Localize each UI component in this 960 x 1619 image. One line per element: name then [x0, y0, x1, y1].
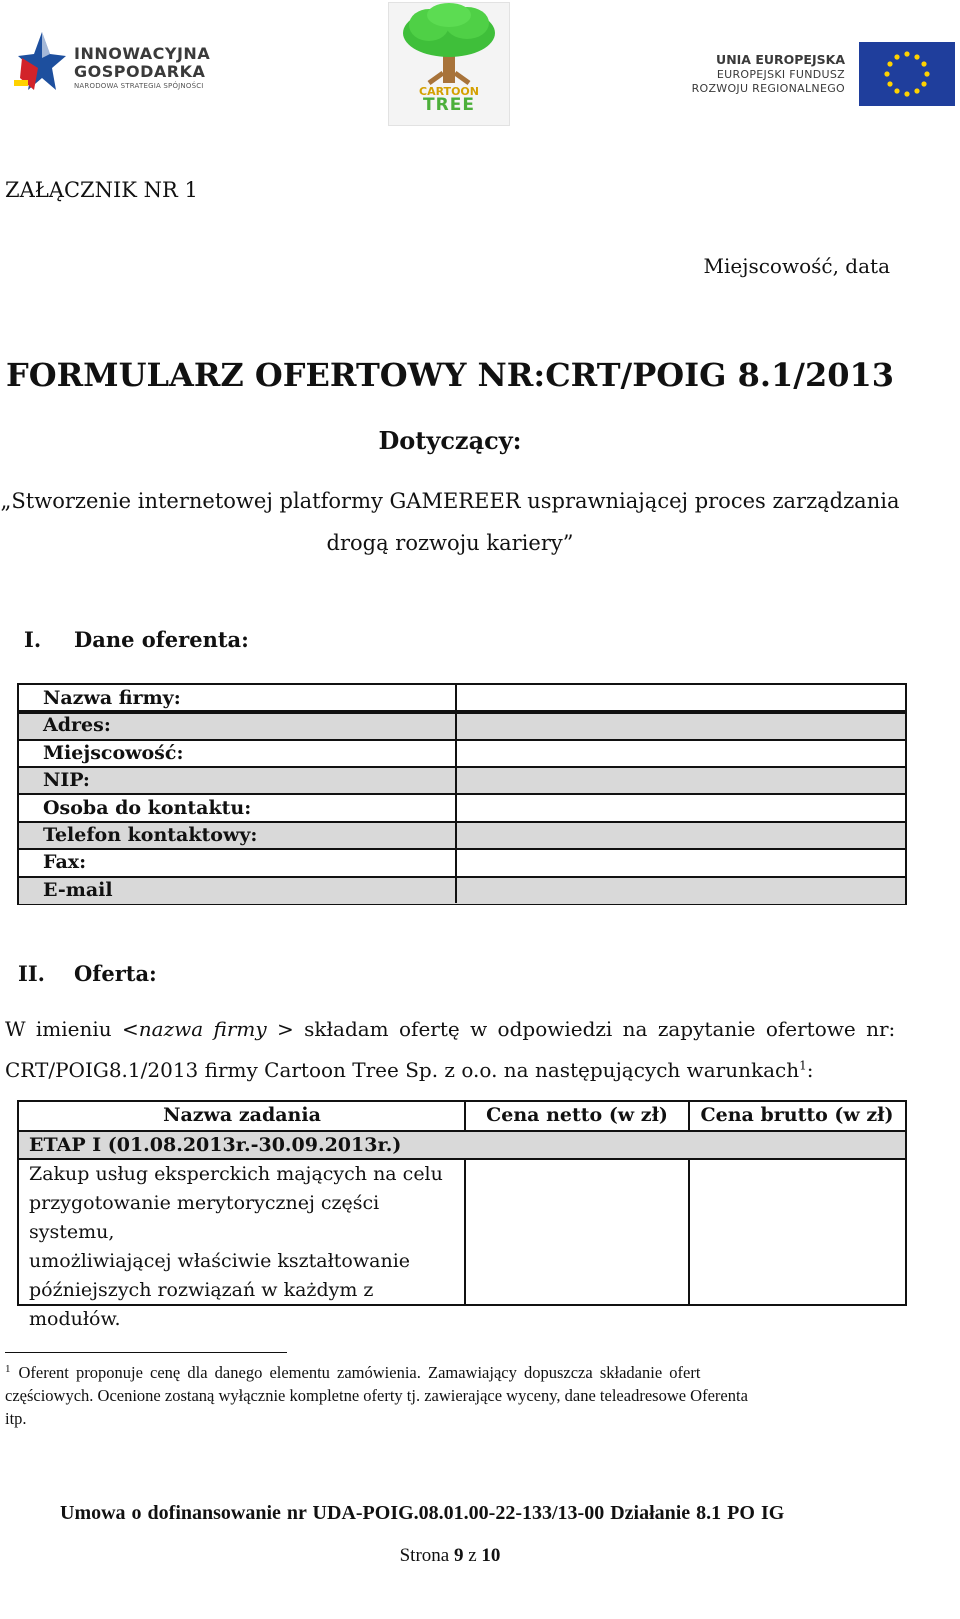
- page-word: Strona: [399, 1545, 450, 1566]
- place-date-label: Miejscowość, data: [703, 254, 890, 278]
- section1-number: I.: [24, 627, 42, 652]
- col-header-gross-price: Cena brutto (w zł): [700, 1104, 894, 1126]
- table-divider: [19, 821, 905, 823]
- footnote-separator: [5, 1352, 287, 1353]
- table-divider: [19, 1130, 905, 1132]
- page-total: 10: [481, 1545, 501, 1566]
- company-name-placeholder: nazwa firmy: [138, 1017, 267, 1041]
- section1-title: Dane oferenta:: [74, 627, 249, 652]
- task-line: umożliwiającej właściwie kształtowanie: [29, 1250, 411, 1272]
- footnote-line3: itp.: [5, 1409, 27, 1428]
- footer-agreement: Umowa o dofinansowanie nr UDA-POIG.08.01.00-22-133/13-00 Działanie 8.1 PO IG: [60, 1502, 785, 1524]
- section2-number: II.: [18, 961, 45, 986]
- table-divider: [19, 739, 905, 741]
- footnote-number: 1: [5, 1363, 11, 1375]
- ig-logo-line2: GOSPODARKA: [74, 62, 206, 81]
- tree-logo-line2: TREE: [423, 95, 475, 115]
- table-column-divider: [455, 685, 457, 903]
- col-header-task: Nazwa zadania: [163, 1104, 321, 1126]
- task-line: Zakup usług eksperckich mających na celu: [29, 1163, 443, 1185]
- page-of: z: [468, 1545, 477, 1566]
- page-current: 9: [453, 1545, 464, 1566]
- bidder-row-fax: [19, 849, 905, 876]
- annex-label: ZAŁĄCZNIK NR 1: [5, 178, 198, 202]
- eu-flag-icon: [859, 42, 955, 106]
- table-column-divider: [688, 1102, 690, 1132]
- form-title: FORMULARZ OFERTOWY NR:CRT/POIG 8.1/2013: [5, 356, 894, 394]
- bidder-row-city: [19, 740, 905, 767]
- footnote-text: Oferent proponuje cenę dla danego elementu zamówienia. Zamawiający dopuszcza składanie ofert: [18, 1363, 701, 1382]
- gross-price-cell[interactable]: [690, 1160, 905, 1304]
- bidder-row-email: [19, 877, 905, 904]
- table-divider: [19, 876, 905, 878]
- col-header-net-price: Cena netto (w zł): [486, 1104, 668, 1126]
- offer-text: :: [806, 1058, 814, 1082]
- bidder-field-label: Nazwa firmy:: [43, 687, 181, 709]
- eu-logo: [690, 40, 955, 106]
- bidder-row-address: [19, 712, 905, 739]
- cartoon-tree-logo: [388, 2, 510, 126]
- net-price-cell[interactable]: [466, 1160, 688, 1304]
- eu-logo-line3: ROZWOJU REGIONALNEGO: [691, 82, 845, 95]
- footnote-line2: częściowych. Ocenione zostaną wyłącznie kompletne oferty tj. zawierające wyceny, dane teleadresowe Oferenta: [5, 1386, 748, 1405]
- eu-logo-line1: UNIA EUROPEJSKA: [716, 52, 845, 67]
- table-divider: [19, 848, 905, 850]
- section2-title: Oferta:: [74, 961, 157, 986]
- innowacyjna-gospodarka-logo: [12, 28, 222, 96]
- tree-logo-line1: CARTOON: [419, 85, 479, 98]
- bidder-data-table: [17, 683, 907, 905]
- project-description-line2: drogą rozwoju kariery”: [326, 531, 574, 555]
- bidder-field-label: Miejscowość:: [43, 741, 184, 764]
- bidder-row-nip: [19, 767, 905, 794]
- footnote-ref: 1: [799, 1058, 807, 1073]
- offer-text: W imieniu <: [5, 1017, 139, 1041]
- offer-paragraph-line1: [5, 1017, 897, 1041]
- eu-logo-line2: EUROPEJSKI FUNDUSZ: [716, 68, 845, 81]
- bidder-field-label: Osoba do kontaktu:: [43, 796, 252, 819]
- bidder-row-contact: [19, 795, 905, 822]
- task-line: późniejszych rozwiązań w każdym z: [29, 1279, 374, 1301]
- offer-text: CRT/POIG8.1/2013 firmy Cartoon Tree Sp. z o.o. na następujących warunkach: [5, 1058, 800, 1082]
- page-number: [0, 1545, 900, 1567]
- project-description-line1: „Stworzenie internetowej platformy GAMEREER usprawniającej proces zarządzania: [0, 489, 900, 513]
- offer-text: > składam ofertę w odpowiedzi na zapytanie ofertowe nr:: [266, 1017, 896, 1041]
- ig-logo-line1: INNOWACYJNA: [74, 44, 211, 63]
- bidder-field-label: Adres:: [43, 714, 111, 737]
- tree-icon: [389, 3, 509, 87]
- table-column-divider: [464, 1102, 466, 1132]
- bidder-field-label: E-mail: [43, 878, 113, 901]
- offer-paragraph-line2: [5, 1058, 897, 1082]
- table-divider: [19, 793, 905, 795]
- bidder-field-label: NIP:: [43, 769, 90, 792]
- form-subtitle: Dotyczący:: [378, 426, 522, 455]
- ig-logo-line3: NARODOWA STRATEGIA SPÓJNOŚCI: [74, 82, 204, 90]
- offer-table: [17, 1100, 907, 1330]
- footnote-line1: [5, 1363, 897, 1383]
- task-line: modułów.: [29, 1308, 121, 1330]
- task-description: [29, 1160, 459, 1334]
- table-divider: [19, 710, 905, 714]
- bidder-field-label: Fax:: [43, 851, 87, 874]
- ig-star-icon: [12, 28, 68, 96]
- bidder-row-company: [19, 685, 905, 712]
- table-divider: [19, 766, 905, 768]
- bidder-field-label: Telefon kontaktowy:: [43, 824, 258, 846]
- bidder-row-phone: [19, 822, 905, 849]
- task-line: przygotowanie merytorycznej części systemu,: [29, 1192, 380, 1243]
- stage-label: ETAP I (01.08.2013r.-30.09.2013r.): [29, 1134, 402, 1156]
